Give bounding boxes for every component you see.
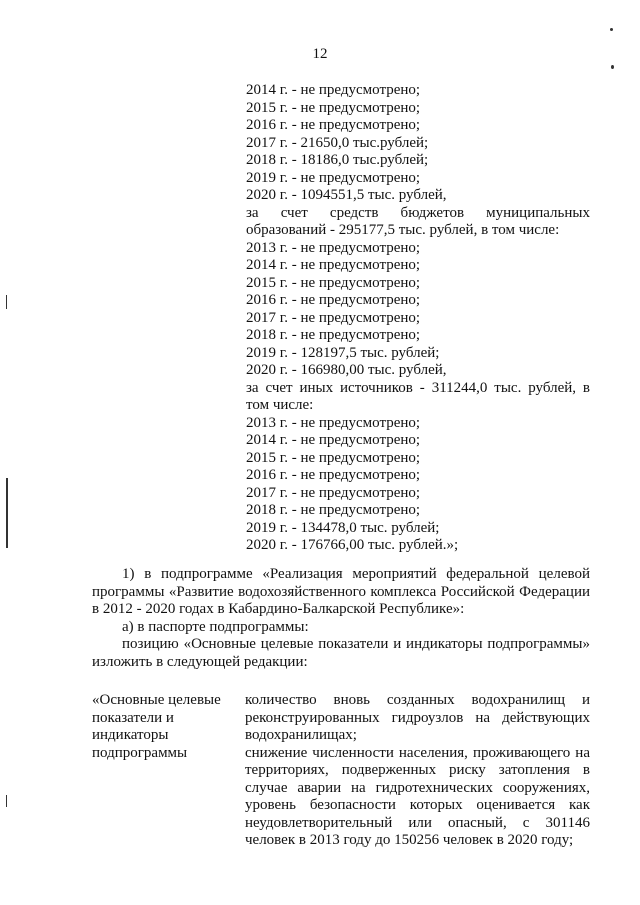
funding-line: 2014 г. - не предусмотрено; — [246, 82, 421, 98]
municipal-funding-line: 2014 г. - не предусмотрено; — [246, 257, 421, 273]
funding-line: 2015 г. - не предусмотрено; — [246, 99, 421, 116]
indicator-item: количество вновь созданных водохранилищ и реконструированных гидроузлов на действующих водохранилищах; — [245, 692, 590, 743]
municipal-funding-line: 2017 г. - не предусмотрено; — [246, 309, 421, 326]
municipal-intro-line-2: образований - 295177,5 тыс. рублей, в том числе: — [246, 222, 560, 238]
other-funding-line: 2017 г. - не предусмотрено; — [246, 484, 421, 501]
funding-line: 2019 г. - не предусмотрено; — [246, 169, 421, 186]
other-funding-line: 2019 г. - 134478,0 тыс. рублей; — [246, 519, 440, 536]
other-funding-line: 2020 г. - 176766,00 тыс. рублей.»; — [246, 537, 459, 553]
municipal-funding-line: 2013 г. - не предусмотрено; — [246, 239, 421, 256]
scan-edge-mark — [6, 795, 7, 807]
funding-schedule — [246, 82, 590, 555]
amendment-text — [92, 566, 590, 671]
paragraph-subprogram: 1) в подпрограмме «Реализация мероприятий федеральной целевой программы «Развитие водохозяйственного комплекса Российской Федерации в 2012 - 2020 годах в Кабардино-Балкарской Республике»: — [92, 566, 590, 617]
other-funding-line: 2015 г. - не предусмотрено; — [246, 449, 421, 466]
other-funding-line: 2014 г. - не предусмотрено; — [246, 432, 421, 448]
other-funding-line: 2016 г. - не предусмотрено; — [246, 467, 421, 483]
funding-line: 2020 г. - 1094551,5 тыс. рублей, — [246, 187, 447, 203]
municipal-funding-line: 2018 г. - не предусмотрено; — [246, 327, 421, 343]
other-funding-line: 2018 г. - не предусмотрено; — [246, 502, 421, 518]
other-sources-intro: за счет иных источников - 311244,0 тыс. рублей, в том числе: — [246, 379, 590, 413]
municipal-funding-line: 2016 г. - не предусмотрено; — [246, 292, 421, 308]
municipal-funding-line: 2020 г. - 166980,00 тыс. рублей, — [246, 362, 447, 378]
scan-edge-mark — [6, 478, 8, 548]
municipal-funding-line: 2019 г. - 128197,5 тыс. рублей; — [246, 344, 440, 361]
indicator-item: снижение численности населения, проживающего на территориях, подверженных риску затопления в случае аварии на гидротехнических сооружениях, уровень безопасности которых оценивается как неудовлетворительный или опасный, с 301146 человек в 2013 году до 150256 человек в 2020 году; — [245, 744, 590, 848]
municipal-intro-line-1: за счет средств бюджетов муниципальных — [246, 204, 590, 221]
paragraph-position: позицию «Основные целевые показатели и индикаторы подпрограммы» изложить в следующей редакции: — [92, 636, 590, 670]
funding-line: 2018 г. - 18186,0 тыс.рублей; — [246, 152, 429, 168]
paragraph-passport: а) в паспорте подпрограммы: — [122, 618, 309, 635]
funding-line: 2017 г. - 21650,0 тыс.рублей; — [246, 134, 429, 151]
scan-speck — [611, 65, 614, 69]
funding-line: 2016 г. - не предусмотрено; — [246, 117, 421, 133]
scan-edge-mark — [6, 295, 7, 309]
municipal-funding-line: 2015 г. - не предусмотрено; — [246, 274, 421, 291]
scan-speck — [610, 28, 613, 31]
other-funding-line: 2013 г. - не предусмотрено; — [246, 414, 421, 431]
indicators-label: «Основные целевые показатели и индикаторы подпрограммы — [92, 692, 221, 761]
indicators-values — [245, 692, 590, 850]
page-number: 12 — [312, 46, 328, 62]
